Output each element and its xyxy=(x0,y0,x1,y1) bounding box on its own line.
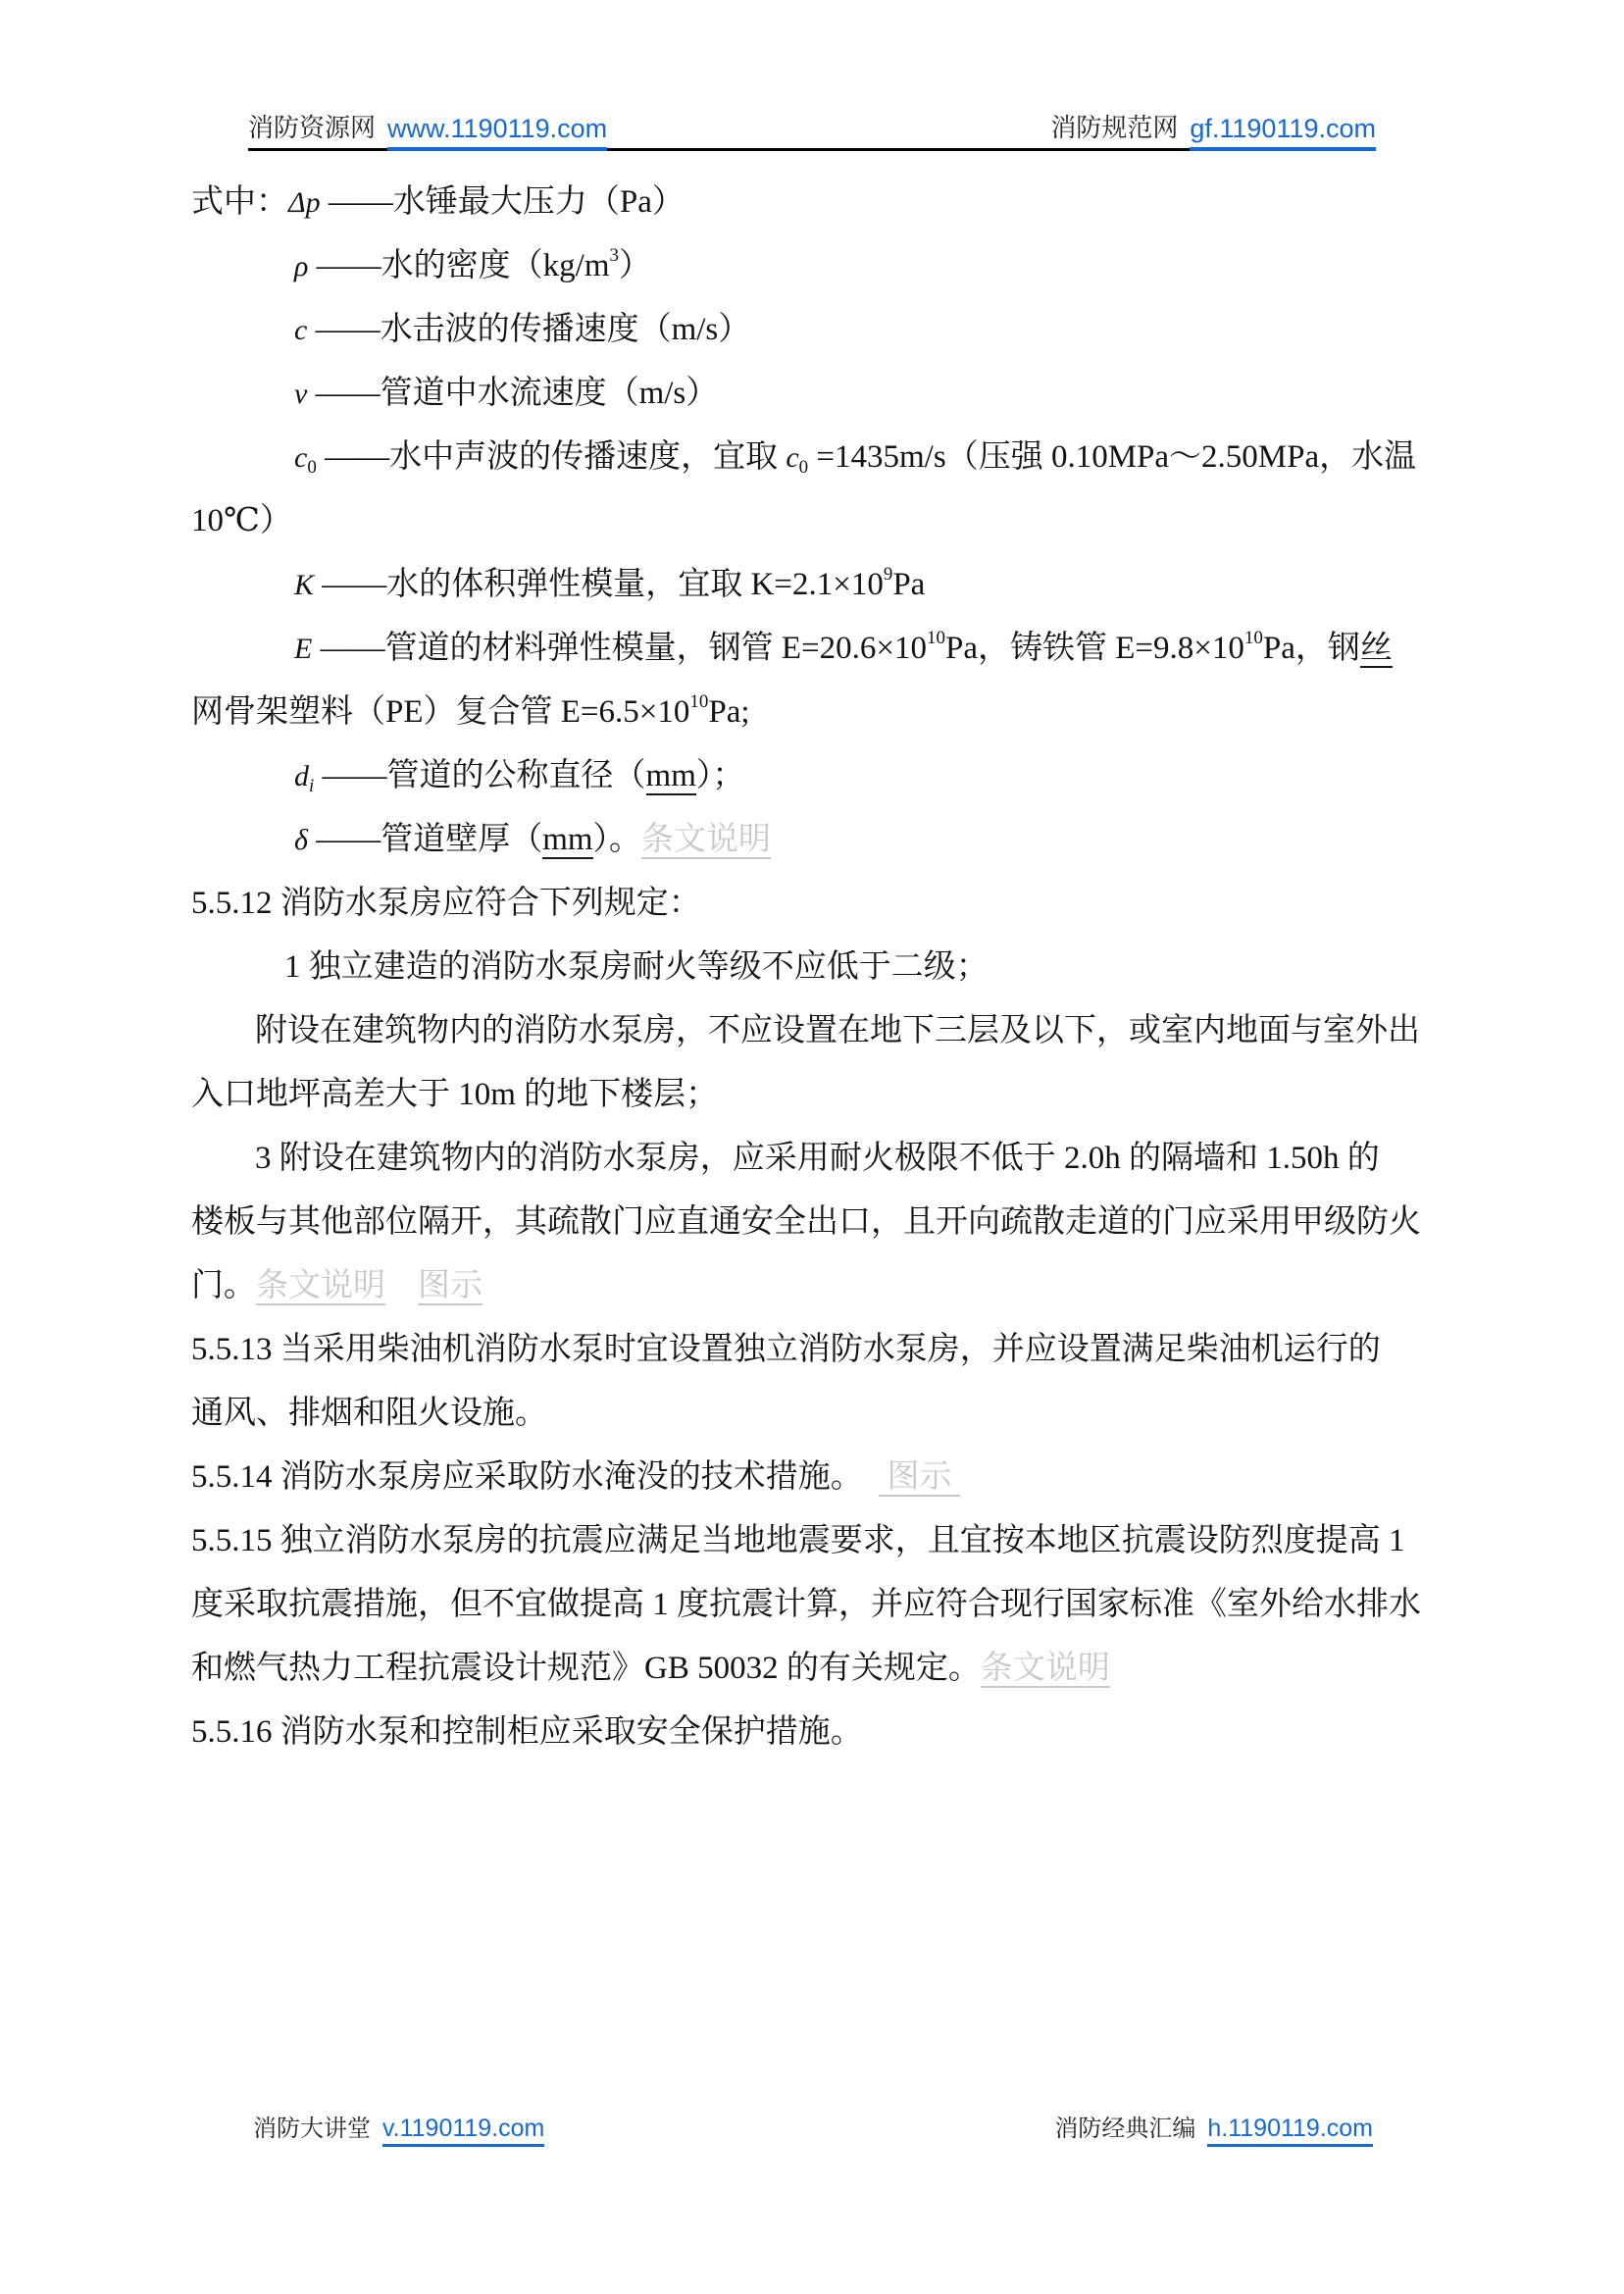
inline-link-tushi[interactable]: 图示 xyxy=(418,1268,482,1303)
text-segment: 3 附设在建筑物内的消防水泵房，应采用耐火极限不低于 2.0h 的隔墙和 1.50h 的 xyxy=(255,1141,1380,1176)
inline-link-tushi[interactable]: 图示 xyxy=(879,1459,960,1495)
text-segment: d xyxy=(294,760,309,792)
text-line xyxy=(191,1382,1466,1446)
text-segment: 度采取抗震措施，但不宜做提高 1 度抗震计算，并应符合现行国家标准《室外给水排水 xyxy=(191,1587,1421,1622)
text-segment: ——水锤最大压力（Pa） xyxy=(320,184,685,220)
text-line xyxy=(191,1573,1466,1637)
text-line xyxy=(191,808,1466,872)
text-segment: ——水中声波的传播速度，宜取 xyxy=(316,439,787,475)
text-segment: 9 xyxy=(883,564,893,585)
text-segment: Pa; xyxy=(708,694,750,730)
text-segment: δ xyxy=(294,824,308,856)
text-line xyxy=(191,999,1466,1063)
footer-left-group xyxy=(253,2109,544,2147)
inline-link-tiaowen-shuoming[interactable]: 条文说明 xyxy=(980,1651,1110,1686)
text-line xyxy=(191,744,1466,808)
text-segment: 10 xyxy=(926,628,945,648)
text-line xyxy=(191,553,1466,617)
header-left-label: 消防资源网 xyxy=(248,114,377,142)
text-segment: 楼板与其他部位隔开，其疏散门应直通安全出口，且开向疏散走道的门应采用甲级防火 xyxy=(191,1204,1421,1240)
text-segment xyxy=(385,1268,418,1303)
text-segment: 1 独立建造的消防水泵房耐火等级不应低于二级； xyxy=(284,949,989,985)
text-line xyxy=(191,1191,1466,1254)
text-segment: Δp xyxy=(288,186,321,219)
text-line xyxy=(191,1701,1466,1764)
header-left-group xyxy=(248,108,607,144)
text-segment: Pa，钢 xyxy=(1262,631,1360,666)
text-segment: 5.5.12 消防水泵房应符合下列规定： xyxy=(191,886,701,921)
footer-right-link[interactable]: h.1190119.com xyxy=(1207,2115,1373,2147)
text-segment: mm xyxy=(645,758,696,793)
text-line xyxy=(191,1509,1466,1573)
text-line xyxy=(191,362,1466,426)
inline-link-tiaowen-shuoming[interactable]: 条文说明 xyxy=(641,822,772,857)
text-segment: ）； xyxy=(695,758,745,793)
text-segment: ——管道中水流速度（m/s） xyxy=(307,376,719,411)
text-segment: ——水的体积弹性模量，宜取 K=2.1×10 xyxy=(314,567,884,602)
text-segment: c xyxy=(294,314,308,346)
text-line xyxy=(191,1446,1466,1509)
text-line xyxy=(191,489,1466,553)
text-segment: 附设在建筑物内的消防水泵房，不应设置在地下三层及以下，或室内地面与室外出 xyxy=(255,1013,1420,1048)
text-line xyxy=(191,681,1466,744)
header-right-link[interactable]: gf.1190119.com xyxy=(1190,114,1376,151)
text-segment: 网骨架塑料（PE）复合管 E=6.5×10 xyxy=(191,694,690,730)
text-line xyxy=(191,872,1466,936)
text-segment: 0 xyxy=(307,457,317,478)
text-line xyxy=(191,171,1466,234)
footer-right-group xyxy=(1054,2109,1373,2147)
text-segment: ρ xyxy=(294,250,309,282)
footer-left-link[interactable]: v.1190119.com xyxy=(382,2115,544,2147)
text-segment: 10 xyxy=(1243,628,1263,648)
text-segment: 式中： xyxy=(191,184,288,220)
text-segment: 5.5.14 消防水泵房应采取防水淹没的技术措施。 xyxy=(191,1459,847,1495)
text-segment xyxy=(846,1459,879,1495)
text-line xyxy=(191,1127,1466,1191)
text-segment: ——管道壁厚（ xyxy=(307,822,543,857)
text-line xyxy=(191,426,1466,489)
text-segment: K xyxy=(294,569,315,601)
text-segment: Pa，铸铁管 E=9.8×10 xyxy=(944,631,1244,666)
text-segment: 5.5.16 消防水泵和控制柜应采取安全保护措施。 xyxy=(191,1714,863,1750)
text-segment: E xyxy=(294,633,313,665)
text-segment: 5.5.13 当采用柴油机消防水泵时宜设置独立消防水泵房，并应设置满足柴油机运行的 xyxy=(191,1332,1381,1367)
text-segment: ——管道的公称直径（ xyxy=(314,758,646,793)
text-line xyxy=(191,1063,1466,1127)
text-segment: ） xyxy=(619,248,651,283)
text-segment: 丝 xyxy=(1359,631,1393,666)
header-right-label: 消防规范网 xyxy=(1050,114,1179,142)
text-line xyxy=(191,1254,1466,1318)
text-segment: c xyxy=(294,441,308,474)
footer-right-label: 消防经典汇编 xyxy=(1054,2116,1196,2142)
text-segment: v xyxy=(294,378,308,410)
document-body xyxy=(191,171,1466,1764)
text-segment: 通风、排烟和阻火设施。 xyxy=(191,1396,547,1431)
text-segment: ——水击波的传播速度（m/s） xyxy=(307,312,751,347)
page-header xyxy=(248,108,1376,151)
text-segment: 门。 xyxy=(191,1268,256,1303)
text-segment: 5.5.15 独立消防水泵房的抗震应满足当地地震要求，且宜按本地区抗震设防烈度提高 1 xyxy=(191,1523,1405,1558)
text-line xyxy=(191,1637,1466,1701)
text-segment: i xyxy=(309,776,315,796)
text-segment: c xyxy=(786,441,799,474)
text-line xyxy=(191,298,1466,362)
header-left-link[interactable]: www.1190119.com xyxy=(387,114,607,151)
text-segment: 3 xyxy=(609,245,619,266)
text-segment: 0 xyxy=(798,457,809,478)
text-segment: 10℃） xyxy=(191,503,292,538)
text-line xyxy=(191,617,1466,681)
inline-link-tiaowen-shuoming[interactable]: 条文说明 xyxy=(256,1268,385,1303)
text-segment: =1435m/s（压强 0.10MPa～2.50MPa，水温 xyxy=(808,439,1417,475)
header-right-group xyxy=(1050,108,1376,144)
footer-left-label: 消防大讲堂 xyxy=(253,2116,371,2142)
text-line xyxy=(191,234,1466,298)
text-line xyxy=(191,1318,1466,1382)
text-segment: ——管道的材料弹性模量，钢管 E=20.6×10 xyxy=(312,631,927,666)
text-line xyxy=(191,936,1466,999)
page-footer xyxy=(253,2109,1373,2147)
text-segment: 10 xyxy=(689,691,709,712)
text-segment: ——水的密度（kg/m xyxy=(308,248,610,283)
text-segment: mm xyxy=(542,822,593,857)
text-segment: Pa xyxy=(892,567,926,602)
text-segment: 入口地坪高差大于 10m 的地下楼层； xyxy=(191,1077,719,1112)
text-segment: 和燃气热力工程抗震设计规范》GB 50032 的有关规定。 xyxy=(191,1651,981,1686)
text-segment: ）。 xyxy=(592,822,642,857)
